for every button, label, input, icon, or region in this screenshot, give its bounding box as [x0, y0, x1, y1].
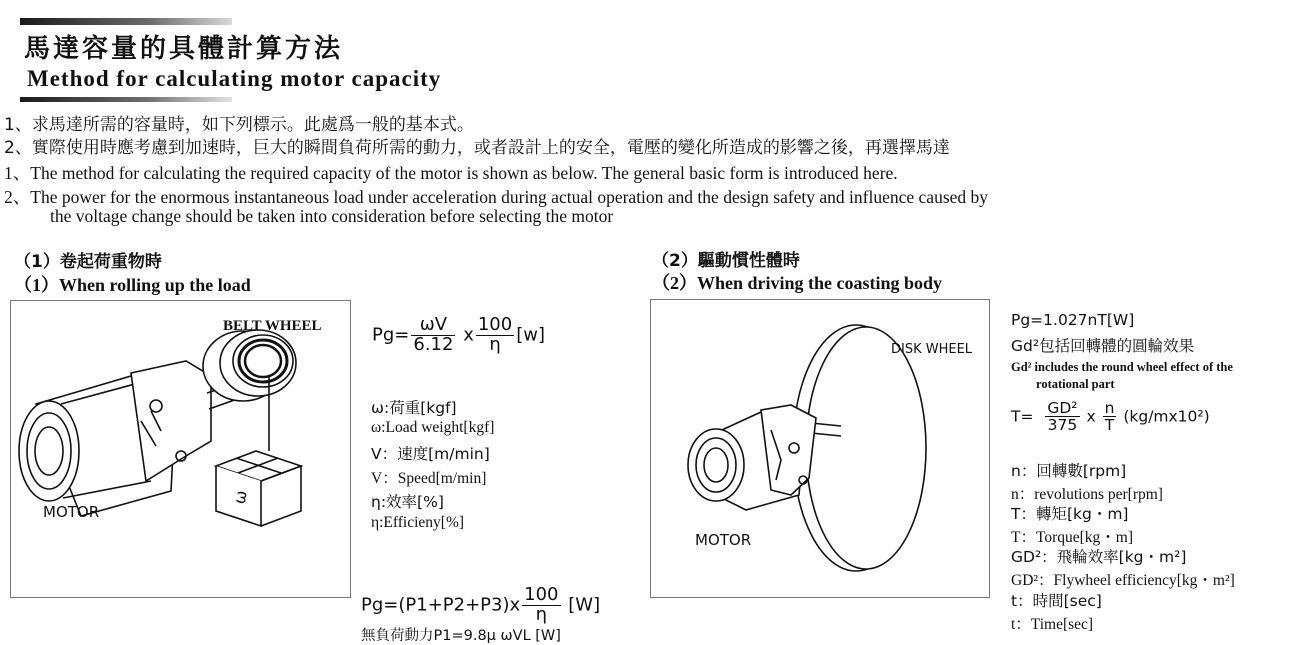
formula1-mult: x: [463, 324, 474, 346]
belt-wheel-label: BELT WHEEL: [223, 318, 322, 334]
s1-item-0: ω:荷重[kgf]: [371, 399, 457, 417]
s1-item-2: V：速度[m/min]: [371, 445, 490, 463]
section2-heading-zh: （2）驅動慣性體時: [652, 251, 800, 271]
section1-heading-en: （1）When rolling up the load: [14, 275, 251, 295]
s2-item-7: t：Time[sec]: [1011, 616, 1094, 633]
t-formula-unit: (kg/mx10²): [1123, 407, 1210, 426]
formula1-frac2: [476, 316, 514, 355]
motor-label: MOTOR: [43, 503, 100, 521]
formula2-unit: [W]: [568, 594, 601, 616]
formula2-lhs: Pg=(P1+P2+P3)x: [361, 594, 521, 616]
formula2-frac-num: 100: [524, 584, 559, 605]
s2-item-5: GD²：Flywheel efficiency[kg・m²]: [1011, 572, 1235, 589]
pg-formula-2: [361, 586, 600, 625]
s2-item-3: T：Torque[kg・m]: [1011, 529, 1134, 546]
formula1-lhs: Pg=: [372, 324, 410, 346]
t-formula-frac2: [1103, 400, 1117, 434]
t-frac2-den: T: [1104, 416, 1115, 435]
title-bottom-bar: [20, 97, 232, 102]
intro-zh-1: 1、求馬達所需的容量時，如下列標示。此處爲一般的基本式。: [4, 115, 474, 135]
load-symbol: ω: [229, 488, 251, 506]
section2-heading-en: （2）When driving the coasting body: [652, 273, 943, 293]
t-formula-frac1: [1045, 400, 1079, 434]
s1-item-4: η:效率[%]: [371, 493, 444, 511]
formula2-frac: [522, 586, 560, 625]
pg-formula-3: Pg=1.027nT[W]: [1011, 311, 1135, 329]
t-frac1-den: 375: [1047, 416, 1078, 435]
s2-item-0: n：回轉數[rpm]: [1011, 462, 1127, 480]
s2-item-1: n：revolutions per[rpm]: [1011, 486, 1163, 503]
gd-note-en-1: Gd² includes the round wheel effect of the: [1011, 360, 1233, 374]
belt-wheel-diagram-panel: [10, 300, 351, 598]
disk-wheel-diagram-panel: [650, 299, 990, 598]
t-frac2-num: n: [1104, 399, 1115, 417]
formula2-frac-den: η: [535, 603, 548, 625]
section1-heading-zh: （1）卷起荷重物時: [14, 252, 162, 272]
formula1-frac2-den: η: [489, 333, 501, 355]
gd-note-zh: Gd²包括回轉體的圓輪效果: [1011, 337, 1195, 355]
no-load-power-note: 無負荷動力P1=9.8μ ωVL [W]: [361, 628, 561, 644]
belt-wheel-motor-illustration: [11, 301, 350, 597]
intro-en-1: 1、The method for calculating the required capacity of the motor is shown as below. The general basic form is introduced here.: [4, 163, 898, 183]
page-title-zh: 馬達容量的具體計算方法: [24, 34, 344, 64]
t-formula-lhs: T=: [1011, 407, 1034, 426]
s2-item-4: GD²：飛輪效率[kg・m²]: [1011, 548, 1187, 566]
s1-item-5: η:Efficieny[%]: [371, 514, 465, 531]
pg-formula-1: [372, 316, 545, 355]
s2-item-2: T：轉矩[kg・m]: [1011, 505, 1129, 523]
intro-zh-2: 2、實際使用時應考慮到加速時，巨大的瞬間負荷所需的動力，或者設計上的安全，電壓的變化所造成的影響之後，再選擇馬達: [4, 138, 950, 158]
formula1-unit: [w]: [516, 324, 545, 346]
formula1-frac1: [411, 316, 455, 355]
intro-en-2b: the voltage change should be taken into consideration before selecting the motor: [50, 206, 614, 226]
s2-item-6: t：時間[sec]: [1011, 592, 1102, 610]
motor-label-2: MOTOR: [695, 531, 752, 549]
formula1-frac2-num: 100: [477, 314, 513, 335]
formula1-frac1-num: ωV: [411, 316, 455, 336]
page-title-en: Method for calculating motor capacity: [27, 66, 442, 91]
s1-item-1: ω:Load weight[kgf]: [371, 419, 495, 436]
formula1-frac1-den: 6.12: [413, 333, 454, 355]
title-top-bar: [20, 18, 232, 25]
disk-wheel-label: DISK WHEEL: [891, 342, 973, 357]
t-formula-mult: x: [1086, 407, 1096, 426]
s1-item-3: V：Speed[m/min]: [371, 470, 487, 487]
torque-formula: [1011, 400, 1210, 434]
gd-note-en-2: rotational part: [1036, 377, 1115, 391]
t-frac1-num: GD²: [1047, 399, 1078, 417]
disk-wheel-motor-illustration: [651, 300, 989, 597]
intro-en-2a: 2、The power for the enormous instantaneous load under acceleration during actual operation and the design safety and influence caused by: [4, 187, 989, 207]
